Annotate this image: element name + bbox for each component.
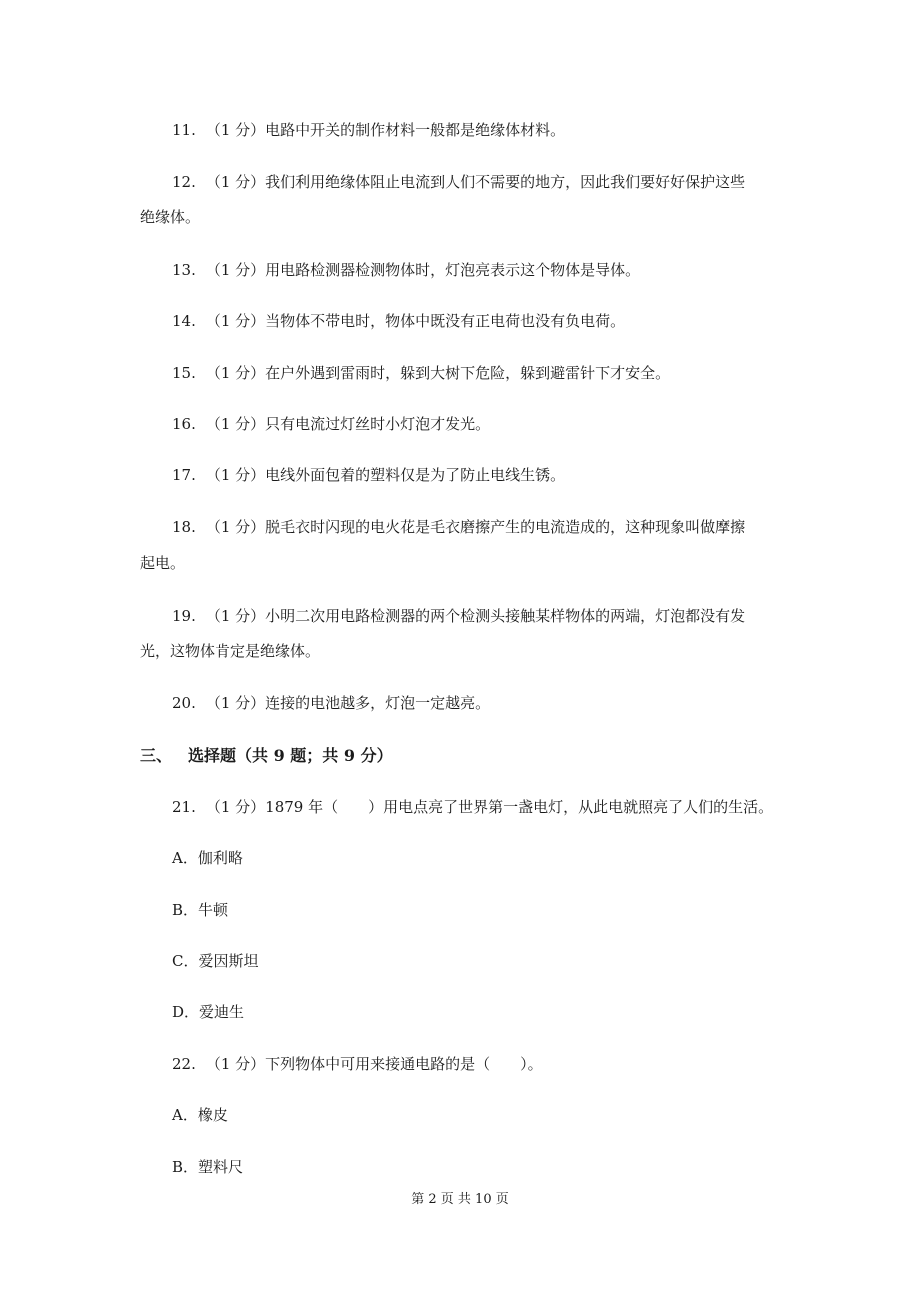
question-text: （1 分）当物体不带电时，物体中既没有正电荷也没有负电荷。 [205,312,626,330]
question-text: （1 分）脱毛衣时闪现的电火花是毛衣磨擦产生的电流造成的，这种现象叫做摩擦 [205,518,746,536]
question-18 [172,517,745,537]
option-a: A．橡皮 [172,1106,228,1124]
section-heading [140,745,393,767]
question-number: 16. [172,415,196,433]
question-18-continuation: 起电。 [140,554,186,572]
option-d: D．爱迪生 [172,1003,245,1021]
question-12-continuation: 绝缘体。 [140,208,201,226]
question-15 [172,363,670,383]
question-text: （1 分）我们利用绝缘体阻止电流到人们不需要的地方，因此我们要好好保护这些 [205,173,746,191]
question-text: （1 分）在户外遇到雷雨时，躲到大树下危险，躲到避雷针下才安全。 [205,364,671,382]
question-number: 21. [172,798,196,816]
question-text: （1 分）小明二次用电路检测器的两个检测头接触某样物体的两端，灯泡都没有发 [205,607,746,625]
question-22 [172,1054,543,1074]
question-text: （1 分）电路中开关的制作材料一般都是绝缘体材料。 [205,121,566,139]
question-number: 11. [172,121,196,139]
question-number: 13. [172,261,196,279]
option-c: C．爱因斯坦 [172,952,259,970]
question-number: 17. [172,466,196,484]
question-number: 12. [172,173,196,191]
question-17 [172,465,565,485]
option-b: B．牛顿 [172,901,229,919]
question-number: 15. [172,364,196,382]
option-a: A．伽利略 [172,849,243,867]
question-text: （1 分）只有电流过灯丝时小灯泡才发光。 [205,415,491,433]
question-text: （1 分）用电路检测器检测物体时，灯泡亮表示这个物体是导体。 [205,261,641,279]
question-12 [172,172,745,192]
question-20 [172,693,490,713]
question-number: 19. [172,607,196,625]
question-text: （1 分）下列物体中可用来接通电路的是（ ）。 [205,1055,543,1073]
question-number: 14. [172,312,196,330]
question-21 [172,797,773,817]
question-11 [172,120,565,140]
question-19-continuation: 光，这物体肯定是绝缘体。 [140,642,321,660]
question-number: 20. [172,694,196,712]
question-14 [172,311,625,331]
question-number: 22. [172,1055,196,1073]
section-title: 选择题（共 9 题；共 9 分） [188,746,393,765]
page-footer: 第 2 页 共 10 页 [411,1192,509,1207]
question-19 [172,606,745,626]
question-text: （1 分）1879 年（ ）用电点亮了世界第一盏电灯，从此电就照亮了人们的生活。 [205,798,774,816]
question-13 [172,260,640,280]
question-16 [172,414,490,434]
section-number: 三、 [140,746,173,765]
question-text: （1 分）电线外面包着的塑料仅是为了防止电线生锈。 [205,466,566,484]
option-b: B．塑料尺 [172,1158,244,1176]
question-text: （1 分）连接的电池越多，灯泡一定越亮。 [205,694,491,712]
question-number: 18. [172,518,196,536]
